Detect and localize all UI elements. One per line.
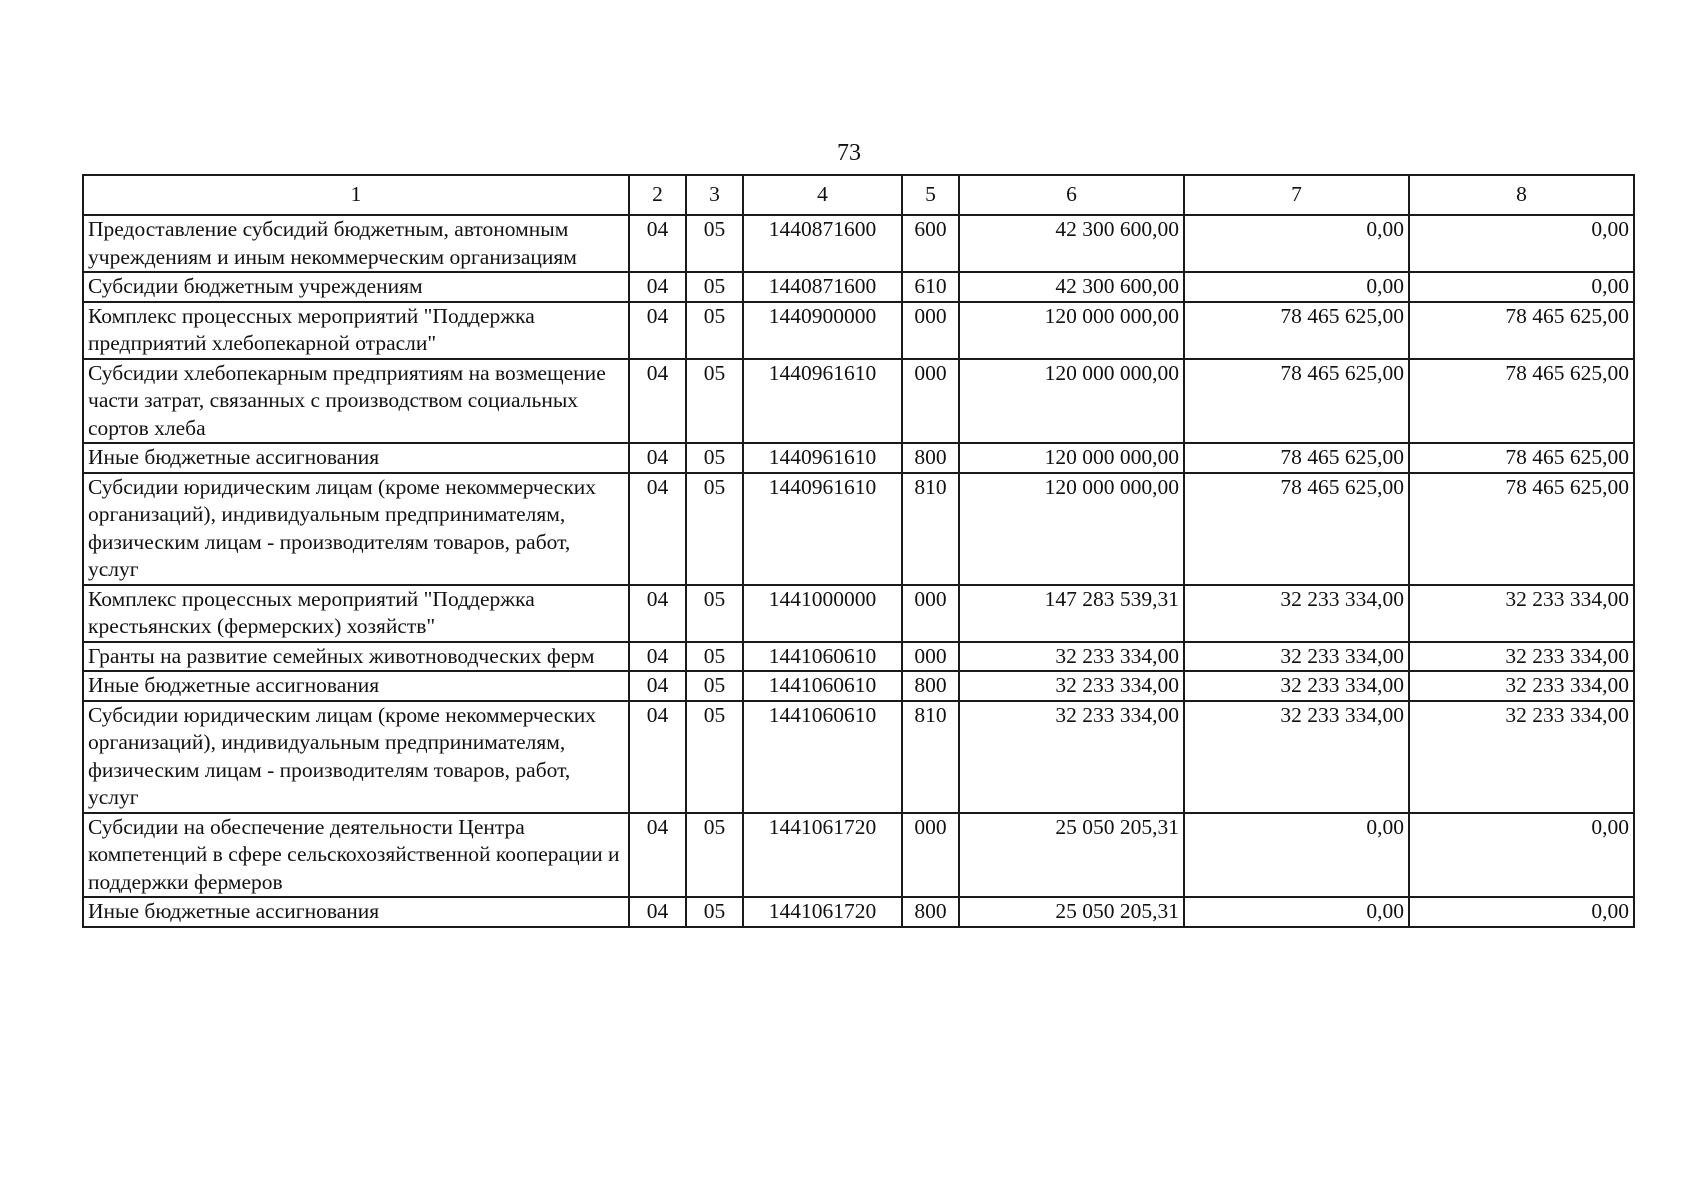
header-cell-6: 6 — [959, 175, 1184, 215]
amount-col8-cell: 32 233 334,00 — [1409, 585, 1634, 642]
row-name-cell: Иные бюджетные ассигнования — [83, 443, 629, 473]
amount-col7-cell: 78 465 625,00 — [1184, 359, 1409, 444]
amount-col6-cell: 32 233 334,00 — [959, 701, 1184, 813]
row-name-cell: Иные бюджетные ассигнования — [83, 671, 629, 701]
target-article-cell: 1440871600 — [743, 215, 902, 272]
amount-col7-cell: 32 233 334,00 — [1184, 642, 1409, 672]
table-row — [83, 215, 1634, 272]
amount-col8-cell: 78 465 625,00 — [1409, 443, 1634, 473]
row-name-cell: Субсидии на обеспечение деятельности Центра компетенций в сфере сельскохозяйственной кооперации и поддержки фермеров — [83, 813, 629, 898]
amount-col8-cell: 32 233 334,00 — [1409, 671, 1634, 701]
page-number: 73 — [837, 140, 861, 166]
table-row — [83, 302, 1634, 359]
subsection-code-cell: 05 — [686, 473, 743, 585]
section-code-cell: 04 — [629, 359, 686, 444]
target-article-cell: 1441061720 — [743, 897, 902, 927]
expense-type-cell: 000 — [902, 359, 959, 444]
section-code-cell: 04 — [629, 443, 686, 473]
expense-type-cell: 000 — [902, 813, 959, 898]
header-cell-5: 5 — [902, 175, 959, 215]
row-name-cell: Комплекс процессных мероприятий "Поддержка крестьянских (фермерских) хозяйств" — [83, 585, 629, 642]
subsection-code-cell: 05 — [686, 813, 743, 898]
amount-col8-cell: 0,00 — [1409, 272, 1634, 302]
table-row — [83, 585, 1634, 642]
row-name-cell: Субсидии хлебопекарным предприятиям на возмещение части затрат, связанных с производством социальных сортов хлеба — [83, 359, 629, 444]
amount-col7-cell: 78 465 625,00 — [1184, 443, 1409, 473]
amount-col7-cell: 0,00 — [1184, 897, 1409, 927]
header-cell-2: 2 — [629, 175, 686, 215]
amount-col6-cell: 120 000 000,00 — [959, 473, 1184, 585]
expense-type-cell: 800 — [902, 897, 959, 927]
section-code-cell: 04 — [629, 215, 686, 272]
expense-type-cell: 610 — [902, 272, 959, 302]
table-row — [83, 897, 1634, 927]
amount-col6-cell: 32 233 334,00 — [959, 671, 1184, 701]
expense-type-cell: 000 — [902, 302, 959, 359]
section-code-cell: 04 — [629, 671, 686, 701]
row-name-cell: Комплекс процессных мероприятий "Поддержка предприятий хлебопекарной отрасли" — [83, 302, 629, 359]
table-row — [83, 642, 1634, 672]
amount-col6-cell: 42 300 600,00 — [959, 272, 1184, 302]
amount-col6-cell: 120 000 000,00 — [959, 359, 1184, 444]
subsection-code-cell: 05 — [686, 443, 743, 473]
table-row — [83, 701, 1634, 813]
amount-col7-cell: 78 465 625,00 — [1184, 302, 1409, 359]
row-name-cell: Предоставление субсидий бюджетным, автономным учреждениям и иным некоммерческим организациям — [83, 215, 629, 272]
amount-col8-cell: 32 233 334,00 — [1409, 701, 1634, 813]
amount-col7-cell: 32 233 334,00 — [1184, 585, 1409, 642]
section-code-cell: 04 — [629, 642, 686, 672]
header-cell-4: 4 — [743, 175, 902, 215]
target-article-cell: 1440900000 — [743, 302, 902, 359]
row-name-cell: Субсидии бюджетным учреждениям — [83, 272, 629, 302]
table-row — [83, 473, 1634, 585]
row-name-cell: Иные бюджетные ассигнования — [83, 897, 629, 927]
target-article-cell: 1441000000 — [743, 585, 902, 642]
amount-col6-cell: 25 050 205,31 — [959, 813, 1184, 898]
amount-col6-cell: 147 283 539,31 — [959, 585, 1184, 642]
target-article-cell: 1440961610 — [743, 473, 902, 585]
amount-col6-cell: 120 000 000,00 — [959, 443, 1184, 473]
subsection-code-cell: 05 — [686, 215, 743, 272]
header-cell-7: 7 — [1184, 175, 1409, 215]
subsection-code-cell: 05 — [686, 671, 743, 701]
amount-col7-cell: 0,00 — [1184, 272, 1409, 302]
subsection-code-cell: 05 — [686, 585, 743, 642]
section-code-cell: 04 — [629, 272, 686, 302]
subsection-code-cell: 05 — [686, 897, 743, 927]
amount-col6-cell: 42 300 600,00 — [959, 215, 1184, 272]
target-article-cell: 1441060610 — [743, 701, 902, 813]
expense-type-cell: 600 — [902, 215, 959, 272]
target-article-cell: 1441060610 — [743, 642, 902, 672]
expense-type-cell: 000 — [902, 642, 959, 672]
table-row — [83, 272, 1634, 302]
amount-col7-cell: 32 233 334,00 — [1184, 671, 1409, 701]
amount-col8-cell: 32 233 334,00 — [1409, 642, 1634, 672]
amount-col8-cell: 78 465 625,00 — [1409, 473, 1634, 585]
target-article-cell: 1440961610 — [743, 359, 902, 444]
table-row — [83, 671, 1634, 701]
subsection-code-cell: 05 — [686, 701, 743, 813]
section-code-cell: 04 — [629, 701, 686, 813]
section-code-cell: 04 — [629, 813, 686, 898]
amount-col6-cell: 32 233 334,00 — [959, 642, 1184, 672]
section-code-cell: 04 — [629, 897, 686, 927]
target-article-cell: 1440961610 — [743, 443, 902, 473]
target-article-cell: 1441060610 — [743, 671, 902, 701]
amount-col8-cell: 0,00 — [1409, 813, 1634, 898]
amount-col8-cell: 78 465 625,00 — [1409, 359, 1634, 444]
expense-type-cell: 800 — [902, 671, 959, 701]
amount-col7-cell: 0,00 — [1184, 215, 1409, 272]
table-header-row — [83, 175, 1634, 215]
amount-col7-cell: 0,00 — [1184, 813, 1409, 898]
amount-col7-cell: 32 233 334,00 — [1184, 701, 1409, 813]
amount-col8-cell: 0,00 — [1409, 215, 1634, 272]
expense-type-cell: 810 — [902, 473, 959, 585]
header-cell-3: 3 — [686, 175, 743, 215]
amount-col6-cell: 25 050 205,31 — [959, 897, 1184, 927]
header-cell-1: 1 — [83, 175, 629, 215]
row-name-cell: Гранты на развитие семейных животноводческих ферм — [83, 642, 629, 672]
section-code-cell: 04 — [629, 302, 686, 359]
section-code-cell: 04 — [629, 473, 686, 585]
expense-type-cell: 810 — [902, 701, 959, 813]
amount-col6-cell: 120 000 000,00 — [959, 302, 1184, 359]
table-row — [83, 443, 1634, 473]
amount-col8-cell: 0,00 — [1409, 897, 1634, 927]
amount-col7-cell: 78 465 625,00 — [1184, 473, 1409, 585]
table-row — [83, 813, 1634, 898]
row-name-cell: Субсидии юридическим лицам (кроме некоммерческих организаций), индивидуальным предпринимателям, физическим лицам - производителям товаров, работ, услуг — [83, 473, 629, 585]
budget-table — [82, 174, 1635, 928]
subsection-code-cell: 05 — [686, 359, 743, 444]
expense-type-cell: 800 — [902, 443, 959, 473]
table-row — [83, 359, 1634, 444]
subsection-code-cell: 05 — [686, 302, 743, 359]
target-article-cell: 1441061720 — [743, 813, 902, 898]
amount-col8-cell: 78 465 625,00 — [1409, 302, 1634, 359]
section-code-cell: 04 — [629, 585, 686, 642]
subsection-code-cell: 05 — [686, 272, 743, 302]
header-cell-8: 8 — [1409, 175, 1634, 215]
target-article-cell: 1440871600 — [743, 272, 902, 302]
subsection-code-cell: 05 — [686, 642, 743, 672]
expense-type-cell: 000 — [902, 585, 959, 642]
row-name-cell: Субсидии юридическим лицам (кроме некоммерческих организаций), индивидуальным предпринимателям, физическим лицам - производителям товаров, работ, услуг — [83, 701, 629, 813]
